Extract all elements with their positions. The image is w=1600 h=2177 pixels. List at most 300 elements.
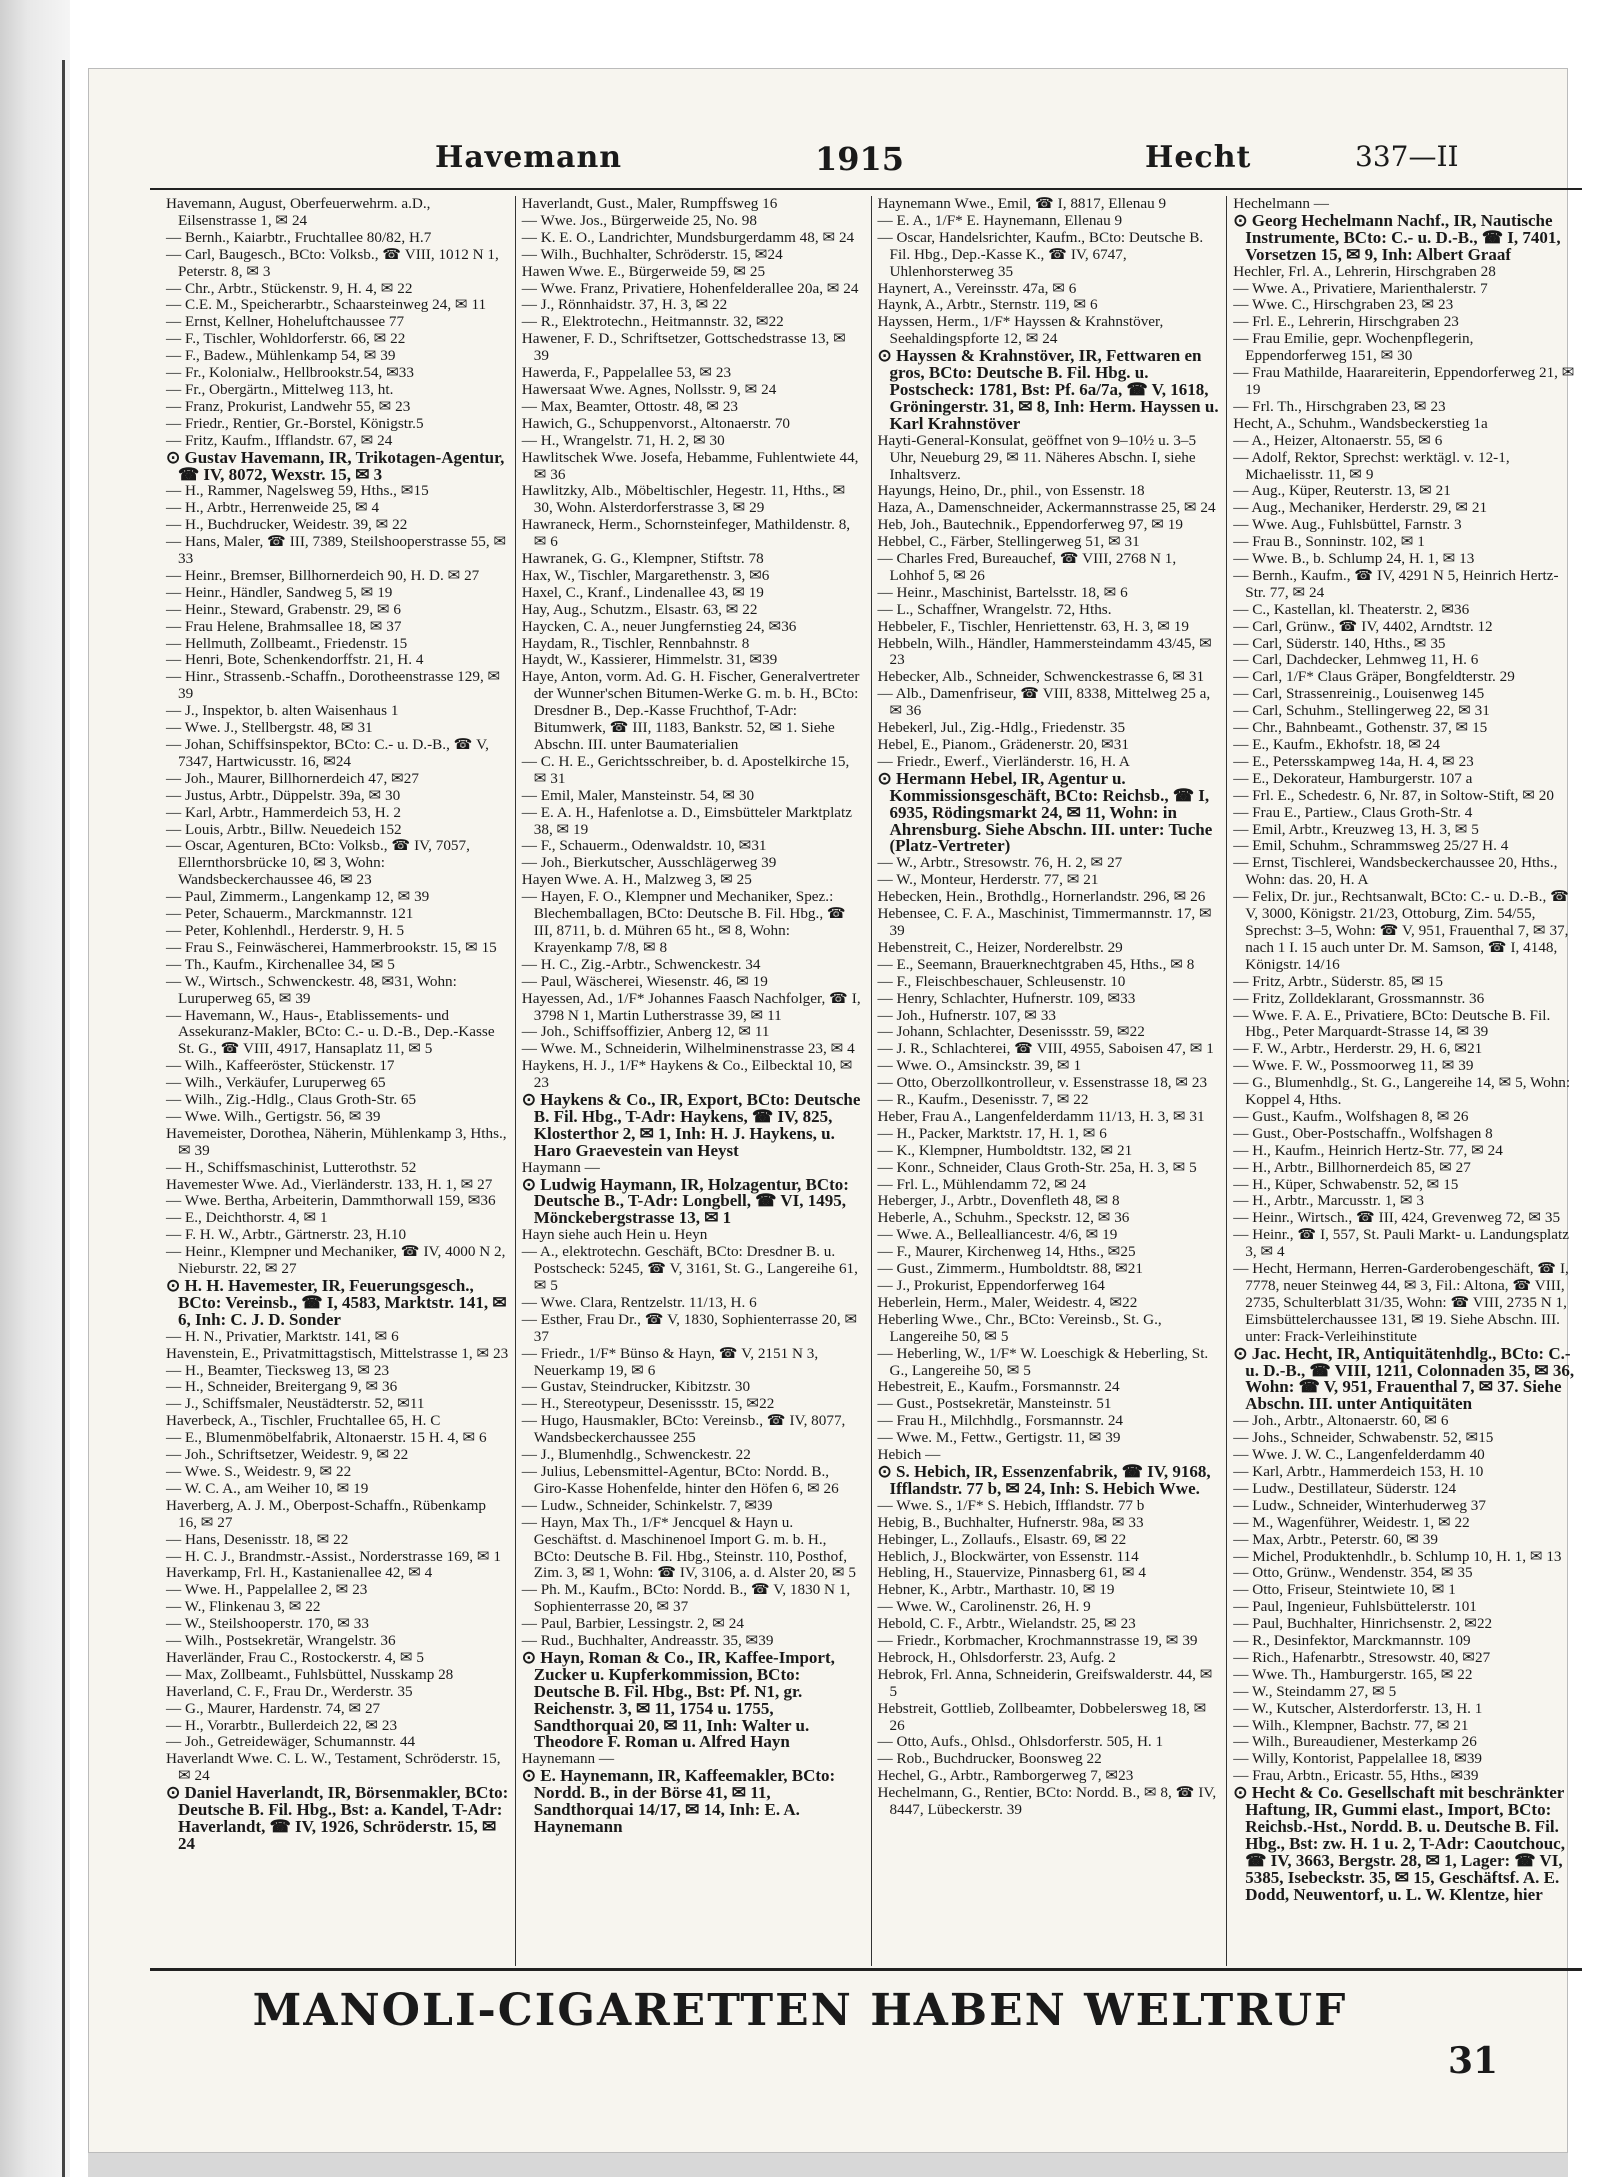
- directory-entry: — Max, Beamter, Ottostr. 48, ✉ 23: [521, 397, 739, 415]
- directory-entry: Haverbeck, A., Tischler, Fruchtallee 65, H. C: [166, 1412, 441, 1430]
- directory-entry: Hebensee, C. F. A., Maschinist, Timmermannstr. 17, ✉ 39: [877, 905, 1212, 939]
- directory-entry: — Wwe. S., 1/F* S. Hebich, Ifflandstr. 77 b: [877, 1496, 1145, 1514]
- directory-entry: Hechelmann —: [1233, 196, 1329, 212]
- directory-entry: — Louis, Arbtr., Billw. Neuedeich 152: [166, 820, 402, 838]
- directory-entry: Hawersaat Wwe. Agnes, Nollsstr. 9, ✉ 24: [521, 380, 777, 398]
- directory-entry: — Franz, Prokurist, Landwehr 55, ✉ 23: [166, 397, 411, 415]
- directory-entry: — Peter, Schauerm., Marckmannstr. 121: [166, 905, 414, 923]
- directory-entry: — Heinr., Bremser, Billhornerdeich 90, H. D. ✉ 27: [166, 566, 480, 584]
- directory-entry: — K., Klempner, Humboldtstr. 132, ✉ 21: [877, 1141, 1133, 1159]
- directory-entry: — Oscar, Handelsrichter, Kaufm., BCto: Deutsche B. Fil. Hbg., Dep.-Kasse K., ☎ IV, 6747, Uhlenhorsterweg 35: [877, 228, 1204, 280]
- directory-entry: — R., Desinfektor, Marckmannstr. 109: [1233, 1632, 1471, 1650]
- directory-entry: — F., Badew., Mühlenkamp 54, ✉ 39: [166, 347, 396, 365]
- directory-entry: — Aug., Mechaniker, Herderstr. 29, ✉ 21: [1233, 499, 1488, 517]
- directory-entry: — Michel, Produktenhdlr., b. Schlump 10, H. 1, ✉ 13: [1233, 1547, 1562, 1565]
- directory-entry: — Henri, Bote, Schenkendorffstr. 21, H. 4: [166, 651, 424, 669]
- directory-entry: — Johan, Schiffsinspektor, BCto: C.- u. D.-B., ☎ V, 7347, Hartwicusstr. 16, ✉24: [166, 736, 489, 770]
- directory-entry: — Wilh., Klempner, Bachstr. 77, ✉ 21: [1233, 1716, 1469, 1734]
- directory-entry: — Wwe. H., Pappelallee 2, ✉ 23: [166, 1581, 368, 1599]
- advertisement-banner: MANOLI-CIGARETTEN HABEN WELTRUF: [252, 1985, 1348, 2036]
- directory-entry: ⊙ Hayssen & Krahnstöver, IR, Fettwaren en gros, BCto: Deutsche B. Fil. Hbg. u. Postscheck: 1781, Bst: Pf. 6a/7a, ☎ V, 1618, Gröningerstr. 31, ✉ 8, Inh: Herm. Hayssen u. Karl Krahnstöver: [877, 346, 1219, 433]
- binding-rule: [62, 60, 65, 2177]
- header-rule: [150, 188, 1582, 190]
- directory-entry: — Emil, Schuhm., Schrammsweg 25/27 H. 4: [1233, 837, 1509, 855]
- directory-entry: — Wwe. O., Amsinckstr. 39, ✉ 1: [877, 1057, 1082, 1075]
- directory-entry: — Wwe. A., Privatiere, Marienthalerstr. 7: [1233, 279, 1488, 297]
- directory-entry: — W., Monteur, Herderstr. 77, ✉ 21: [877, 871, 1099, 889]
- directory-entry: — Ernst, Tischlerei, Wandsbeckerchaussee 20, Hths., Wohn: das. 20, H. A: [1233, 854, 1558, 889]
- directory-entry: Haverländer, Frau C., Rostockerstr. 4, ✉ 5: [166, 1648, 425, 1666]
- directory-entry: — Wwe. F. A. E., Privatiere, BCto: Deutsche B. Fil. Hbg., Peter Marquardt-Strasse 14, ✉ 39: [1233, 1006, 1551, 1041]
- directory-entry: — Wwe. Clara, Rentzelstr. 11/13, H. 6: [521, 1293, 757, 1311]
- directory-entry: — Ludw., Schneider, Schinkelstr. 7, ✉39: [521, 1496, 773, 1514]
- directory-entry: — Henry, Schlachter, Hufnerstr. 109, ✉33: [877, 989, 1136, 1007]
- directory-entry: — Wilh., Bureaudiener, Mesterkamp 26: [1233, 1733, 1477, 1751]
- directory-entry: — Aug., Küper, Reuterstr. 13, ✉ 21: [1233, 482, 1451, 500]
- directory-entry: — E., Blumenmöbelfabrik, Altonaerstr. 15 H. 4, ✉ 6: [166, 1429, 487, 1447]
- directory-entry: — Wilh., Buchhalter, Schröderstr. 15, ✉24: [521, 245, 783, 263]
- directory-entry: ⊙ E. Haynemann, IR, Kaffeemakler, BCto: Nordd. B., in der Börse 41, ✉ 11, Sandthorquai 14/17, ✉ 14, Inh: E. A. Haynemann: [521, 1766, 836, 1836]
- directory-entry: — H., Arbtr., Billhornerdeich 85, ✉ 27: [1233, 1158, 1471, 1176]
- directory-entry: — A., elektrotechn. Geschäft, BCto: Dresdner B. u. Postscheck: 5245, ☎ V, 3161, St. G., Langereihe 61, ✉ 5: [521, 1243, 858, 1294]
- directory-entry: Hebstreit, Gottlieb, Zollbeamter, Dobbelersweg 18, ✉ 26: [877, 1699, 1207, 1734]
- directory-entry: Haverberg, A. J. M., Oberpost-Schaffn., Rübenkamp 16, ✉ 27: [166, 1496, 487, 1531]
- directory-entry: — Alb., Damenfriseur, ☎ VIII, 8338, Mittelweg 25 a, ✉ 36: [877, 685, 1211, 720]
- directory-entry: — F. W., Arbtr., Herderstr. 29, H. 6, ✉21: [1233, 1040, 1483, 1058]
- directory-entry: — Wwe. J., Stellbergstr. 48, ✉ 31: [166, 719, 373, 737]
- directory-entry: — Wwe. Bertha, Arbeiterin, Dammthorwall 159, ✉36: [166, 1192, 496, 1210]
- directory-entry: ⊙ Jac. Hecht, IR, Antiquitätenhdlg., BCto: C.- u. D.-B., ☎ VIII, 1211, Colonnaden 35, ✉ 36, Wohn: ☎ V, 951, Frauenthal 7, ✉ 37. Siehe Abschn. III. unter Antiquitäten: [1233, 1343, 1575, 1414]
- directory-entry: — Hellmuth, Zollbeamt., Friedenstr. 15: [166, 634, 408, 652]
- directory-entry: ⊙ Ludwig Haymann, IR, Holzagentur, BCto: Deutsche B., T-Adr: Longbell, ☎ VI, 1495, Mönckebergstrasse 13, ✉ 1: [521, 1174, 849, 1228]
- directory-entry: — J., Rönnhaidstr. 37, H. 3, ✉ 22: [521, 296, 728, 314]
- directory-entry: — Paul, Wäscherei, Wiesenstr. 46, ✉ 19: [521, 972, 768, 990]
- directory-entry: — H. C. J., Brandmstr.-Assist., Norderstrasse 169, ✉ 1: [166, 1547, 502, 1565]
- directory-entry: — H., Schiffsmaschinist, Lutterothstr. 52: [166, 1158, 417, 1176]
- directory-entry: Hebbeln, Wilh., Händler, Hammersteindamm 43/45, ✉ 23: [877, 634, 1212, 669]
- directory-entry: — Paul, Buchhalter, Hinrichsenstr. 2, ✉22: [1233, 1615, 1493, 1633]
- directory-entry: — Joh., Arbtr., Altonaerstr. 60, ✉ 6: [1233, 1412, 1449, 1430]
- directory-entry: Hebestreit, E., Kaufm., Forsmannstr. 24: [877, 1378, 1120, 1396]
- directory-entry: — Wwe. Th., Hamburgerstr. 165, ✉ 22: [1233, 1665, 1473, 1683]
- page-number: 31: [1448, 2040, 1499, 2082]
- column-3: [871, 196, 1227, 1966]
- directory-entry: — Hinr., Strassenb.-Schaffn., Dorotheenstrasse 129, ✉ 39: [166, 668, 501, 703]
- directory-entry: — F., Tischler, Wohldorferstr. 66, ✉ 22: [166, 330, 406, 348]
- directory-entry: Hebbel, C., Färber, Stellingerweg 51, ✉ 31: [877, 533, 1140, 551]
- directory-entry: — J., Prokurist, Eppendorferweg 164: [877, 1277, 1105, 1294]
- directory-entry: — Chr., Bahnbeamt., Gothenstr. 37, ✉ 15: [1233, 719, 1488, 737]
- directory-entry: — R., Elektrotechn., Heitmannstr. 32, ✉22: [521, 313, 784, 331]
- directory-entry: — Wilh., Kaffeeröster, Stückenstr. 17: [166, 1057, 395, 1075]
- directory-entry: ⊙ S. Hebich, IR, Essenzenfabrik, ☎ IV, 9168, Ifflandstr. 77 b, ✉ 24, Inh: S. Hebich Wwe.: [877, 1461, 1211, 1498]
- directory-entry: Haykens, H. J., 1/F* Haykens & Co., Eilbecktal 10, ✉ 23: [521, 1057, 853, 1092]
- directory-entry: — Joh., Getreidewäger, Schumannstr. 44: [166, 1733, 416, 1751]
- directory-entry: — J., Schiffsmaler, Neustädterstr. 52, ✉11: [166, 1395, 425, 1413]
- directory-entry: — Gust., Postsekretär, Mansteinstr. 51: [877, 1395, 1112, 1413]
- directory-entry: Hebich —: [877, 1446, 941, 1464]
- directory-entry: — Heinr., Steward, Grabenstr. 29, ✉ 6: [166, 600, 402, 618]
- directory-entry: Havemester Wwe. Ad., Vierländerstr. 133, H. 1, ✉ 27: [166, 1175, 493, 1193]
- directory-entry: Hawraneck, Herm., Schornsteinfeger, Mathildenstr. 8, ✉ 6: [521, 516, 851, 551]
- directory-entry: — Gust., Zimmerm., Humboldtstr. 88, ✉21: [877, 1260, 1143, 1278]
- directory-entry: — Wwe. F. W., Possmoorweg 11, ✉ 39: [1233, 1057, 1474, 1075]
- directory-entry: Hebenstreit, C., Heizer, Norderelbstr. 29: [877, 938, 1123, 956]
- directory-entry: — Th., Kaufm., Kirchenallee 34, ✉ 5: [166, 955, 395, 973]
- directory-entry: ⊙ H. H. Havemester, IR, Feuerungsgesch., BCto: Vereinsb., ☎ I, 4583, Marktstr. 141, ✉6, Inh: C. J. D. Sonder: [166, 1276, 507, 1329]
- directory-entry: — Gust., Ober-Postschaffn., Wolfshagen 8: [1233, 1124, 1493, 1142]
- directory-entry: — Wwe. M., Fettw., Gertigstr. 11, ✉ 39: [877, 1429, 1121, 1447]
- directory-entry: — J., Inspektor, b. alten Waisenhaus 1: [166, 702, 399, 720]
- column-2: [515, 196, 871, 1966]
- directory-entry: — Johann, Schlachter, Desenissstr. 59, ✉22: [877, 1023, 1145, 1041]
- directory-entry: — E., Deichthorstr. 4, ✉ 1: [166, 1209, 328, 1227]
- directory-entry: — H., Beamter, Tiecksweg 13, ✉ 23: [166, 1361, 390, 1379]
- directory-entry: Heber, Frau A., Langenfelderdamm 11/13, H. 3, ✉ 31: [877, 1107, 1205, 1125]
- directory-entry: — F., Schauerm., Odenwaldstr. 10, ✉31: [521, 837, 767, 855]
- header-year: 1915: [815, 140, 905, 178]
- directory-entry: — E. A., 1/F* E. Haynemann, Ellenau 9: [877, 211, 1123, 229]
- directory-entry: — Frau S., Feinwäscherei, Hammerbrookstr. 15, ✉ 15: [166, 938, 497, 956]
- directory-entry: — H. C., Zig.-Arbtr., Schwenckestr. 34: [521, 955, 761, 973]
- directory-entry: Heblich, J., Blockwärter, von Essenstr. 114: [877, 1547, 1139, 1565]
- directory-entry: — Johs., Schneider, Schwabenstr. 52, ✉15: [1233, 1429, 1494, 1447]
- scan-binding-edge: [0, 0, 70, 2177]
- directory-entry: — Willy, Kontorist, Pappelallee 18, ✉39: [1233, 1750, 1483, 1768]
- directory-entry: — Paul, Barbier, Lessingstr. 2, ✉ 24: [521, 1615, 744, 1633]
- directory-entry: — H., Stereotypeur, Desenissstr. 15, ✉22: [521, 1395, 775, 1413]
- directory-entry: — E. A. H., Hafenlotse a. D., Eimsbütteler Marktplatz 38, ✉ 19: [521, 803, 852, 838]
- directory-entry: — Wwe. W., Carolinenstr. 26, H. 9: [877, 1598, 1091, 1616]
- directory-entry: Hay, Aug., Schutzm., Elsastr. 63, ✉ 22: [521, 600, 758, 618]
- directory-entry: Hayti-General-Konsulat, geöffnet von 9–10½ u. 3–5 Uhr, Neueburg 29, ✉ 11. Näheres Abschn. I, siehe Inhaltsverz.: [877, 431, 1197, 483]
- directory-entry: Hayssen, Herm., 1/F* Hayssen & Krahnstöver, Seehaldingspforte 12, ✉ 24: [877, 313, 1164, 348]
- directory-entry: — G., Maurer, Hardenstr. 74, ✉ 27: [166, 1699, 381, 1717]
- directory-entry: — Ph. M., Kaufm., BCto: Nordd. B., ☎ V, 1830 N 1, Sophienterrasse 20, ✉ 37: [521, 1581, 851, 1616]
- directory-entry: — Wwe. B., b. Schlump 24, H. 1, ✉ 13: [1233, 550, 1475, 568]
- directory-entry: Hayn siehe auch Hein u. Heyn: [521, 1226, 708, 1244]
- directory-entry: — Wwe. A., Bellealliancestr. 4/6, ✉ 19: [877, 1226, 1118, 1244]
- directory-entry: — Havemann, W., Haus-, Etablissements- und Assekuranz-Makler, BCto: C.- u. D.-B., Dep.-Kasse St. G., ☎ VIII, 4917, Hansaplatz 11, ✉ 5: [166, 1006, 495, 1058]
- directory-entry: Hecht, A., Schuhm., Wandsbeckerstieg 1a: [1233, 414, 1488, 432]
- directory-entry: — Hecht, Hermann, Herren-Garderobengeschäft, ☎ I, 7778, neuer Steinweg 44, ✉ 3, Fil.: Altona, ☎ VIII, 2735, Schulterblatt 31/35, Wohn: ☎ VIII, 2735 N 1, Eimsbüttelerchaussee 131, ✉ 19. Siehe Abschn. III. unter: Frack-Verleihinstitute: [1233, 1260, 1569, 1345]
- directory-entry: Hawranek, G. G., Klempner, Stiftstr. 78: [521, 550, 764, 568]
- header-page-label: 337—II: [1355, 140, 1459, 173]
- directory-entry: — Carl, Grünw., ☎ IV, 4402, Arndtstr. 12: [1233, 617, 1493, 635]
- directory-entry: Hebold, C. F., Arbtr., Wielandstr. 25, ✉ 23: [877, 1615, 1136, 1633]
- directory-entry: Hayen Wwe. A. H., Malzweg 3, ✉ 25: [521, 871, 752, 889]
- directory-entry: — J., Blumenhdlg., Schwenckestr. 22: [521, 1446, 751, 1464]
- running-header: [345, 140, 1555, 180]
- directory-entry: Haynemann Wwe., Emil, ☎ I, 8817, Ellenau 9: [877, 196, 1167, 212]
- directory-entry: — Carl, Schuhm., Stellingerweg 22, ✉ 31: [1233, 702, 1490, 720]
- directory-entry: — Friedr., Ewerf., Vierländerstr. 16, H. A: [877, 752, 1130, 770]
- directory-entry: — H., Buchdrucker, Weidestr. 39, ✉ 22: [166, 516, 408, 534]
- directory-entry: — Paul, Ingenieur, Fuhlsbüttelerstr. 101: [1233, 1598, 1477, 1616]
- directory-entry: — Wwe. S., Weidestr. 9, ✉ 22: [166, 1462, 352, 1480]
- directory-entry: — Julius, Lebensmittel-Agentur, BCto: Nordd. B., Giro-Kasse Hohenfelde, hinter den Höfen 6, ✉ 26: [521, 1462, 839, 1497]
- directory-entry: ⊙ Haykens & Co., IR, Export, BCto: Deutsche B. Fil. Hbg., T-Adr: Haykens, ☎ IV, 825, Klosterthor 2, ✉ 1, Inh: H. J. Haykens, u. Haro Graevestein van Heyst: [521, 1090, 861, 1160]
- directory-entry: — Hans, Maler, ☎ III, 7389, Steilshooperstrasse 55, ✉ 33: [166, 533, 507, 568]
- directory-entry: — H., Arbtr., Herrenweide 25, ✉ 4: [166, 499, 380, 517]
- directory-entry: — Friedr., Korbmacher, Krochmannstrasse 19, ✉ 39: [877, 1632, 1198, 1650]
- directory-entry: — Peter, Kohlenhdl., Herderstr. 9, H. 5: [166, 921, 405, 939]
- directory-entry: — L., Schaffner, Wrangelstr. 72, Hths.: [877, 600, 1112, 618]
- directory-entry: Hawerda, F., Pappelallee 53, ✉ 23: [521, 364, 732, 382]
- directory-entry: — Esther, Frau Dr., ☎ V, 1830, Sophienterrasse 20, ✉ 37: [521, 1310, 858, 1345]
- directory-entry: — F. H. W., Arbtr., Gärtnerstr. 23, H.10: [166, 1226, 407, 1244]
- directory-entry: Haverlandt, Gust., Maler, Rumpffsweg 16: [521, 196, 778, 212]
- directory-entry: — W., Steilshooperstr. 170, ✉ 33: [166, 1615, 369, 1633]
- footer-rule: [150, 1968, 1582, 1971]
- directory-entry: Heb, Joh., Bautechnik., Eppendorferweg 97, ✉ 19: [877, 516, 1183, 534]
- directory-entry: Hebinger, L., Zollaufs., Elsastr. 69, ✉ 22: [877, 1530, 1127, 1548]
- directory-entry: — Wwe. Aug., Fuhlsbüttel, Farnstr. 3: [1233, 516, 1462, 534]
- directory-entry: — Gust., Kaufm., Wolfshagen 8, ✉ 26: [1233, 1107, 1469, 1125]
- directory-entry: Heberlein, Herm., Maler, Weidestr. 4, ✉22: [877, 1293, 1138, 1311]
- directory-entry: — Rob., Buchdrucker, Boonsweg 22: [877, 1750, 1102, 1768]
- directory-entry: ⊙ Hayn, Roman & Co., IR, Kaffee-Import, Zucker u. Kupferkommission, BCto: Deutsche B. Fil. Hbg., Bst: Pf. N1, gr. Reichenstr. 3, ✉ 11, 1754 u. 1755, Sandthorquai 20, ✉ 11, Inh: Walter u. Theodore F. Roman u. Alfred Hayn: [521, 1647, 835, 1752]
- directory-entry: — Otto, Grünw., Wendenstr. 354, ✉ 35: [1233, 1564, 1473, 1582]
- directory-entry: Hebrok, Frl. Anna, Schneiderin, Greifswalderstr. 44, ✉ 5: [877, 1665, 1213, 1700]
- directory-entry: — Wwe. Jos., Bürgerweide 25, No. 98: [521, 211, 757, 229]
- directory-entry: — W., Arbtr., Stresowstr. 76, H. 2, ✉ 27: [877, 854, 1123, 872]
- directory-entry: — Otto, Oberzollkontrolleur, v. Essenstrasse 18, ✉ 23: [877, 1074, 1208, 1092]
- directory-entry: — Fritz, Zolldeklarant, Grossmannstr. 36: [1233, 989, 1485, 1007]
- directory-entry: — W., Steindamm 27, ✉ 5: [1233, 1682, 1397, 1700]
- directory-entry: Hayungs, Heino, Dr., phil., von Essenstr. 18: [877, 482, 1145, 500]
- directory-entry: Haycken, C. A., neuer Jungfernstieg 24, ✉36: [521, 617, 797, 635]
- directory-entry: — H., Kaufm., Heinrich Hertz-Str. 77, ✉ 24: [1233, 1141, 1503, 1159]
- directory-entry: Haye, Anton, vorm. Ad. G. H. Fischer, Generalvertreter der Wunner'schen Bitumen-Werke G. m. b. H., BCto: Dresdner B., Dep.-Kasse Fruchthof, T-Adr: Bitumwerk, ☎ III, 1183, Bankstr. 52, ✉ 1. Siehe Abschn. III. unter Baumaterialien: [521, 668, 860, 753]
- directory-entry: — Hayn, Max Th., 1/F* Jencquel & Hayn u. Geschäftst. d. Maschinenoel Import G. m. b. H., BCto: Deutsche B. Fil. Hbg., Steinstr. 110, Posthof, Zim. 3, ✉ 1, Wohn: ☎ IV, 3106, a. d. Alster 20, ✉ 5: [521, 1513, 857, 1582]
- directory-entry: Haydt, W., Kassierer, Himmelstr. 31, ✉39: [521, 651, 778, 669]
- header-right-name: Hecht: [1145, 140, 1252, 175]
- directory-entry: ⊙ Hecht & Co. Gesellschaft mit beschränkter Haftung, IR, Gummi elast., Import, BCto: Reichsb.-Hst., Nordd. B. u. Deutsche B. Fil. Hbg., Bst: zw. H. 1 u. 2, T-Adr: Caoutchouc, ☎ IV, 3663, Bergstr. 28, ✉ 1, Lager: ☎ VI, 5385, Isebeckstr. 35, ✉ 15, Geschäftsf. A. E. Dodd, Neuwentorf, u. L. W. Klentze, hier: [1233, 1783, 1565, 1904]
- directory-entry: — F., Fleischbeschauer, Schleusenstr. 10: [877, 972, 1126, 990]
- directory-entry: — Otto, Friseur, Steintwiete 10, ✉ 1: [1233, 1581, 1456, 1599]
- directory-entry: Hebecker, Alb., Schneider, Schwenckestrasse 6, ✉ 31: [877, 668, 1205, 686]
- directory-entry: — Heinr., ☎ I, 557, St. Pauli Markt- u. Landungsplatz 3, ✉ 4: [1233, 1226, 1569, 1261]
- directory-entry: — Joh., Maurer, Billhornerdeich 47, ✉27: [166, 769, 419, 787]
- directory-entry: — Frl. E., Lehrerin, Hirschgraben 23: [1233, 313, 1459, 331]
- directory-entry: — E., Seemann, Brauerknechtgraben 45, Hths., ✉ 8: [877, 955, 1195, 973]
- directory-entry: — Ernst, Kellner, Hoheluftchaussee 77: [166, 313, 405, 331]
- directory-entry: — Carl, Strassenreinig., Louisenweg 145: [1233, 685, 1485, 703]
- directory-entry: — Felix, Dr. jur., Rechtsanwalt, BCto: C.- u. D.-B., ☎ V, 3000, Königstr. 21/23, Ottoburg, Zim. 54/55, Sprechst: 3–5, Wohn: ☎ V, 951, Frauenthal 7, ✉ 37, nach 1 I. 15 auch unter Dr. M. Samson, ☎ I, 4148, Königstr. 14/16: [1233, 888, 1569, 973]
- directory-entry: — Karl, Arbtr., Hammerdeich 53, H. 2: [166, 803, 401, 821]
- directory-entry: — Wwe. Franz, Privatiere, Hohenfelderallee 20a, ✉ 24: [521, 279, 859, 297]
- directory-entry: Hechelmann, G., Rentier, BCto: Nordd. B., ✉ 8, ☎ IV, 8447, Lübeckerstr. 39: [877, 1784, 1217, 1819]
- directory-entry: Havemann, August, Oberfeuerwehrm. a.D., Eilsenstrasse 1, ✉ 24: [166, 196, 431, 229]
- directory-entry: — Otto, Aufs., Ohlsd., Ohlsdorferstr. 505, H. 1: [877, 1733, 1164, 1751]
- column-1: [160, 196, 515, 1966]
- directory-entry: — Frl. L., Mühlendamm 72, ✉ 24: [877, 1175, 1086, 1193]
- directory-entry: — H., Küper, Schwabenstr. 52, ✉ 15: [1233, 1175, 1459, 1193]
- directory-entry: — Bernh., Kaufm., ☎ IV, 4291 N 5, Heinrich Hertz-Str. 77, ✉ 24: [1233, 566, 1559, 601]
- directory-entry: — Wwe. C., Hirschgraben 23, ✉ 23: [1233, 296, 1454, 314]
- directory-entry: Hebel, E., Pianom., Grädenerstr. 20, ✉31: [877, 736, 1129, 753]
- directory-entry: Hebig, B., Buchhalter, Hufnerstr. 98a, ✉ 33: [877, 1513, 1144, 1531]
- directory-entry: Hebbeler, F., Tischler, Henriettenstr. 63, H. 3, ✉ 19: [877, 617, 1189, 635]
- directory-entry: — W., Wirtsch., Schwenckestr. 48, ✉31, Wohn: Luruperweg 65, ✉ 39: [166, 972, 457, 1007]
- directory-entry: Haynert, A., Vereinsstr. 47a, ✉ 6: [877, 279, 1077, 297]
- directory-entry: — Adolf, Rektor, Sprechst: werktägl. v. 12-1, Michaelisstr. 11, ✉ 9: [1233, 448, 1510, 483]
- directory-entry: — Hayen, F. O., Klempner und Mechaniker, Spez.: Blechemballagen, BCto: Deutsche B. Fil. Hbg., ☎ III, 8711, b. d. Mühren 65 ht., ✉ 8, Wohn: Krayenkamp 7/8, ✉ 8: [521, 888, 846, 956]
- directory-entry: Heberle, A., Schuhm., Speckstr. 12, ✉ 36: [877, 1209, 1130, 1227]
- directory-entry: — R., Kaufm., Desenisstr. 7, ✉ 22: [877, 1091, 1089, 1109]
- column-4: [1226, 196, 1582, 1966]
- directory-entry: — Fritz, Kaufm., Ifflandstr. 67, ✉ 24: [166, 431, 393, 449]
- directory-entry: — Fritz, Arbtr., Süderstr. 85, ✉ 15: [1233, 972, 1443, 990]
- directory-entry: — Frau Helene, Brahmsallee 18, ✉ 37: [166, 617, 402, 635]
- directory-entry: — Rud., Buchhalter, Andreasstr. 35, ✉39: [521, 1632, 774, 1650]
- directory-entry: — Heinr., Maschinist, Bartelsstr. 18, ✉ 6: [877, 583, 1128, 601]
- directory-entry: Havemeister, Dorothea, Näherin, Mühlenkamp 3, Hths., ✉ 39: [166, 1124, 507, 1159]
- directory-entry: Hechler, Frl. A., Lehrerin, Hirschgraben 28: [1233, 262, 1496, 280]
- directory-entry: — Heinr., Wirtsch., ☎ III, 424, Grevenweg 72, ✉ 35: [1233, 1209, 1561, 1227]
- directory-entry: Haverlandt Wwe. C. L. W., Testament, Schröderstr. 15, ✉ 24: [166, 1750, 501, 1785]
- directory-entry: — Emil, Arbtr., Kreuzweg 13, H. 3, ✉ 5: [1233, 820, 1479, 838]
- directory-entry: — W., Kutscher, Alsterdorferstr. 13, H. 1: [1233, 1699, 1483, 1717]
- directory-entry: — Ludw., Destillateur, Süderstr. 124: [1233, 1479, 1457, 1497]
- directory-entry: — Carl, Baugesch., BCto: Volksb., ☎ VIII, 1012 N 1, Peterstr. 8, ✉ 3: [166, 245, 499, 280]
- header-left-name: Havemann: [435, 140, 623, 175]
- directory-entry: Hawlitzky, Alb., Möbeltischler, Hegestr. 11, Hths., ✉ 30, Wohn. Alsterdorferstrasse 3, ✉ 29: [521, 482, 846, 517]
- directory-entry: — Hans, Desenisstr. 18, ✉ 22: [166, 1530, 349, 1548]
- directory-entry: Hawen Wwe. E., Bürgerweide 59, ✉ 25: [521, 262, 766, 280]
- directory-entry: — Emil, Maler, Mansteinstr. 54, ✉ 30: [521, 786, 755, 804]
- directory-entry: Hebner, K., Arbtr., Marthastr. 10, ✉ 19: [877, 1581, 1115, 1599]
- directory-entry: Haymann —: [521, 1158, 600, 1176]
- directory-entry: — Chr., Arbtr., Stückenstr. 9, H. 4, ✉ 22: [166, 279, 413, 297]
- directory-entry: Heberger, J., Arbtr., Dovenfleth 48, ✉ 8: [877, 1192, 1120, 1210]
- directory-entry: Hebekerl, Jul., Zig.-Hdlg., Friedenstr. 35: [877, 719, 1126, 737]
- directory-entry: — Joh., Schiffsoffizier, Anberg 12, ✉ 11: [521, 1023, 770, 1041]
- directory-entry: — Fr., Kolonialw., Hellbrookstr.54, ✉33: [166, 364, 414, 382]
- directory-entry: Haza, A., Damenschneider, Ackermannstrasse 25, ✉ 24: [877, 499, 1216, 517]
- directory-entry: — H. N., Privatier, Marktstr. 141, ✉ 6: [166, 1327, 399, 1345]
- directory-entry: — Joh., Bierkutscher, Ausschlägerweg 39: [521, 854, 777, 872]
- directory-entry: — C. H. E., Gerichtsschreiber, b. d. Apostelkirche 15, ✉ 31: [521, 752, 850, 787]
- directory-entry: — E., Dekorateur, Hamburgerstr. 107 a: [1233, 769, 1473, 787]
- directory-entry: — C.E. M., Speicherarbtr., Schaarsteinweg 24, ✉ 11: [166, 296, 487, 314]
- directory-entry: — Frau Emilie, gepr. Wochenpflegerin, Eppendorferweg 151, ✉ 30: [1233, 330, 1474, 365]
- directory-entry: — Wilh., Verkäufer, Luruperweg 65: [166, 1074, 386, 1092]
- directory-entry: Hebling, H., Stauervize, Pinnasberg 61, ✉ 4: [877, 1564, 1146, 1582]
- directory-entry: — Wilh., Zig.-Hdlg., Claus Groth-Str. 65: [166, 1091, 417, 1109]
- directory-entry: — Wwe. Wilh., Gertigstr. 56, ✉ 39: [166, 1107, 381, 1125]
- directory-entry: — Max, Arbtr., Peterstr. 60, ✉ 39: [1233, 1530, 1438, 1548]
- directory-entry: ⊙ Hermann Hebel, IR, Agentur u. Kommissionsgeschäft, BCto: Reichsb., ☎ I, 6935, Rödingsmarkt 24, ✉ 11, Wohn: in Ahrensburg. Siehe Abschn. III. unter: Tuche (Platz-Vertreter): [877, 768, 1213, 856]
- directory-entry: — Carl, 1/F* Claus Gräper, Bongfeldterstr. 29: [1233, 668, 1515, 686]
- directory-entry: — Frau, Arbtn., Ericastr. 55, Hths., ✉39: [1233, 1767, 1479, 1785]
- directory-entry: — Paul, Zimmerm., Langenkamp 12, ✉ 39: [166, 888, 430, 906]
- directory-entry: — C., Kastellan, kl. Theaterstr. 2, ✉36: [1233, 600, 1470, 618]
- directory-entry: — F., Maurer, Kirchenweg 14, Hths., ✉25: [877, 1243, 1136, 1261]
- directory-entry: — W., Flinkenau 3, ✉ 22: [166, 1598, 321, 1616]
- directory-entry: — H., Rammer, Nagelsweg 59, Hths., ✉15: [166, 482, 429, 500]
- directory-entry: — Frau Mathilde, Haarareiterin, Eppendorferweg 21, ✉ 19: [1233, 364, 1575, 398]
- directory-entry: ⊙ Daniel Haverlandt, IR, Börsenmakler, BCto: Deutsche B. Fil. Hbg., Bst: a. Kandel, T-Adr: Haverlandt, ☎ IV, 1926, Schröderstr. 15, ✉ 24: [166, 1783, 509, 1853]
- directory-entry: — H., Schneider, Breitergang 9, ✉ 36: [166, 1378, 398, 1396]
- directory-entry: — Frau E., Partiew., Claus Groth-Str. 4: [1233, 803, 1473, 821]
- directory-entry: Hebrock, H., Ohlsdorferstr. 23, Aufg. 2: [877, 1648, 1116, 1666]
- directory-entry: — Frl. E., Schedestr. 6, Nr. 87, in Soltow-Stift, ✉ 20: [1233, 786, 1554, 804]
- directory-entry: — Frau H., Milchhdlg., Forsmannstr. 24: [877, 1412, 1124, 1430]
- directory-entry: — Bernh., Kaiarbtr., Fruchtallee 80/82, H.7: [166, 228, 432, 246]
- directory-entry: — E., Kaufm., Ekhofstr. 18, ✉ 24: [1233, 736, 1441, 753]
- directory-entry: — Max, Zollbeamt., Fuhlsbüttel, Nusskamp 28: [166, 1665, 454, 1683]
- directory-entry: Hawich, G., Schuppenvorst., Altonaerstr. 70: [521, 414, 791, 432]
- directory-entry: — H., Wrangelstr. 71, H. 2, ✉ 30: [521, 431, 725, 449]
- directory-entry: — Konr., Schneider, Claus Groth-Str. 25a, H. 3, ✉ 5: [877, 1158, 1197, 1176]
- directory-entry: Hayessen, Ad., 1/F* Johannes Faasch Nachfolger, ☎ I, 3798 N 1, Martin Lutherstrasse 39, ✉ 11: [521, 989, 861, 1024]
- directory-entry: Haynemann —: [521, 1750, 615, 1768]
- scan-bottom-edge: [88, 2153, 1568, 2177]
- directory-entry: — H., Arbtr., Marcusstr. 1, ✉ 3: [1233, 1192, 1424, 1210]
- directory-entry: — Ludw., Schneider, Winterhuderweg 37: [1233, 1496, 1486, 1514]
- directory-entry: Hawlitschek Wwe. Josefa, Hebamme, Fuhlentwiete 44, ✉ 36: [521, 448, 859, 483]
- directory-entry: — G., Blumenhdlg., St. G., Langereihe 14, ✉ 5, Wohn: Koppel 4, Hths.: [1233, 1074, 1571, 1109]
- directory-entry: Heberling Wwe., Chr., BCto: Vereinsb., St. G., Langereihe 50, ✉ 5: [877, 1310, 1162, 1345]
- directory-entry: — W. C. A., am Weiher 10, ✉ 19: [166, 1479, 369, 1497]
- directory-entry: Hebecken, Hein., Brothdlg., Hornerlandstr. 296, ✉ 26: [877, 888, 1206, 906]
- directory-entry: — Joh., Schriftsetzer, Weidestr. 9, ✉ 22: [166, 1446, 409, 1464]
- directory-entry: Haynk, A., Arbtr., Sternstr. 119, ✉ 6: [877, 296, 1098, 314]
- directory-entry: — Oscar, Agenturen, BCto: Volksb., ☎ IV, 7057, Ellernthorsbrücke 10, ✉ 3, Wohn: Wandsbeckerchaussee 46, ✉ 23: [166, 837, 470, 889]
- directory-entry: — K. E. O., Landrichter, Mundsburgerdamm 48, ✉ 24: [521, 228, 855, 246]
- directory-entry: — Gustav, Steindrucker, Kibitzstr. 30: [521, 1378, 751, 1396]
- directory-entry: — Friedr., Rentier, Gr.-Borstel, Königstr.5: [166, 414, 424, 432]
- directory-entry: — Wwe. M., Schneiderin, Wilhelminenstrasse 23, ✉ 4: [521, 1040, 855, 1058]
- directory-entry: Havenstein, E., Privatmittagstisch, Mittelstrasse 1, ✉ 23: [166, 1344, 509, 1362]
- directory-entry: — Charles Fred, Bureauchef, ☎ VIII, 2768 N 1, Lohhof 5, ✉ 26: [877, 550, 1177, 584]
- directory-entry: — J. R., Schlachterei, ☎ VIII, 4955, Saboisen 47, ✉ 1: [877, 1040, 1214, 1058]
- directory-entry: — Heinr., Händler, Sandweg 5, ✉ 19: [166, 583, 393, 601]
- directory-entry: — Fr., Obergärtn., Mittelweg 113, ht.: [166, 380, 394, 398]
- directory-entry: — Heinr., Klempner und Mechaniker, ☎ IV, 4000 N 2, Nieburstr. 22, ✉ 27: [166, 1243, 506, 1278]
- directory-entry: Hawener, F. D., Schriftsetzer, Gottschedstrasse 13, ✉ 39: [521, 330, 846, 365]
- directory-entry: — Hugo, Hausmakler, BCto: Vereinsb., ☎ IV, 8077, Wandsbeckerchaussee 255: [521, 1412, 846, 1447]
- directory-entry: Haydam, R., Tischler, Rennbahnstr. 8: [521, 634, 750, 652]
- directory-entry: ⊙ Georg Hechelmann Nachf., IR, Nautische Instrumente, BCto: C.- u. D.-B., ☎ I, 7401, Vorsetzen 15, ✉ 9, Inh: Albert Graaf: [1233, 210, 1561, 264]
- directory-entry: — E., Petersskampweg 14a, H. 4, ✉ 23: [1233, 752, 1474, 770]
- directory-columns: [160, 196, 1582, 1966]
- directory-entry: Haverland, C. F., Frau Dr., Werderstr. 35: [166, 1682, 413, 1700]
- directory-entry: — H., Packer, Marktstr. 17, H. 1, ✉ 6: [877, 1124, 1107, 1142]
- directory-entry: — Karl, Arbtr., Hammerdeich 153, H. 10: [1233, 1462, 1484, 1480]
- directory-entry: — Wwe. J. W. C., Langenfelderdamm 40: [1233, 1446, 1485, 1464]
- directory-entry: Haverkamp, Frl. H., Kastanienallee 42, ✉ 4: [166, 1564, 433, 1582]
- directory-entry: — Friedr., 1/F* Bünso & Hayn, ☎ V, 2151 N 3, Neuerkamp 19, ✉ 6: [521, 1344, 819, 1379]
- directory-entry: ⊙ Gustav Havemann, IR, Trikotagen-Agentur, ☎ IV, 8072, Wexstr. 15, ✉ 3: [166, 447, 505, 484]
- directory-entry: — Frl. Th., Hirschgraben 23, ✉ 23: [1233, 397, 1446, 415]
- directory-entry: — Wilh., Postsekretär, Wrangelstr. 36: [166, 1632, 396, 1650]
- directory-entry: — A., Heizer, Altonaerstr. 55, ✉ 6: [1233, 431, 1443, 449]
- directory-entry: — M., Wagenführer, Weidestr. 1, ✉ 22: [1233, 1513, 1470, 1531]
- directory-entry: — Justus, Arbtr., Düppelstr. 39a, ✉ 30: [166, 786, 401, 804]
- directory-entry: — Carl, Süderstr. 140, Hths., ✉ 35: [1233, 634, 1446, 652]
- directory-entry: Hax, W., Tischler, Margarethenstr. 3, ✉6: [521, 566, 770, 584]
- directory-entry: — Carl, Dachdecker, Lehmweg 11, H. 6: [1233, 651, 1479, 669]
- directory-entry: Haxel, C., Kranf., Lindenallee 43, ✉ 19: [521, 583, 764, 601]
- directory-entry: — Heberling, W., 1/F* W. Loeschigk & Heberling, St. G., Langereihe 50, ✉ 5: [877, 1344, 1209, 1379]
- directory-entry: — Joh., Hufnerstr. 107, ✉ 33: [877, 1006, 1057, 1024]
- directory-entry: — H., Vorarbtr., Bullerdeich 22, ✉ 23: [166, 1716, 398, 1734]
- directory-entry: — Frau B., Sonninstr. 102, ✉ 1: [1233, 533, 1425, 551]
- directory-entry: Hechel, G., Arbtr., Ramborgerweg 7, ✉23: [877, 1767, 1134, 1785]
